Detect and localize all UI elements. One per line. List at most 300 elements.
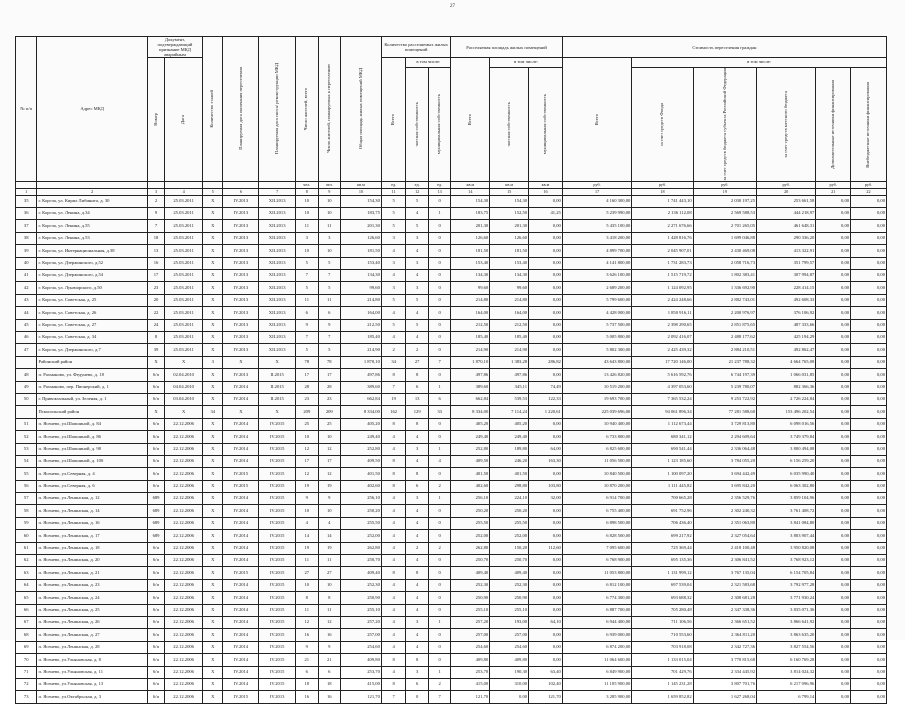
table-cell: 4 899 700,00: [562, 245, 632, 257]
table-cell: 25.03.2011: [165, 208, 203, 220]
table-cell: Х: [203, 666, 223, 678]
table-cell: 4: [296, 517, 318, 529]
table-cell: 0,00: [851, 294, 887, 306]
table-cell: 78: [296, 356, 318, 368]
table-cell: 3 814 024,32: [757, 666, 816, 678]
table-cell: IV.2014: [223, 517, 259, 529]
table-cell: IV.2014: [223, 579, 259, 591]
table-cell: 22.12.2006: [165, 604, 203, 616]
table-cell: 710 553,60: [632, 629, 693, 641]
table-cell: 0,00: [529, 431, 563, 443]
table-cell: 0,00: [851, 344, 887, 356]
table-cell: 5: [296, 282, 318, 294]
table-cell: Х: [203, 517, 223, 529]
unit-cell: кв.м: [490, 181, 529, 188]
table-cell: IV.2015: [259, 443, 296, 455]
table-row: [16, 245, 887, 257]
table-cell: 9 253 722,92: [693, 393, 756, 405]
table-cell: 0,00: [816, 282, 851, 294]
table-cell: 250,70: [490, 555, 529, 567]
table-cell: 27: [406, 356, 428, 368]
table-cell: 73: [16, 691, 37, 703]
address-cell: г. Корсча, ул. Интернациональная, д.38: [37, 245, 147, 257]
table-cell: 35: [16, 195, 37, 207]
table-cell: 4 428 000,00: [562, 307, 632, 319]
table-cell: IV.2014: [223, 505, 259, 517]
table-cell: 0,00: [816, 666, 851, 678]
table-cell: 1 131 999,12: [632, 567, 693, 579]
address-cell: п. Ясенево, ул.Ленинская, д. 17: [37, 530, 147, 542]
table-cell: 3: [406, 257, 428, 269]
table-cell: 0,00: [851, 654, 887, 666]
table-cell: 4: [381, 443, 406, 455]
table-cell: 189,80: [490, 443, 529, 455]
table-cell: Х: [203, 555, 223, 567]
table-cell: 19: [318, 480, 340, 492]
table-cell: 0,00: [529, 555, 563, 567]
table-cell: 154,30: [490, 195, 529, 207]
table-cell: 0,00: [816, 369, 851, 381]
table-cell: Х: [203, 208, 223, 220]
table-cell: 8: [381, 678, 406, 690]
address-cell: п. Рахманово, ул. Федунево, д. 18: [37, 369, 147, 381]
table-cell: IV.2014: [223, 455, 259, 467]
table-cell: 8: [318, 592, 340, 604]
table-cell: 8: [406, 418, 428, 430]
table-cell: 6 098 016,56: [757, 418, 816, 430]
table-cell: 2: [428, 542, 450, 554]
table-cell: 121,70: [451, 691, 490, 703]
table-cell: IV.2014: [223, 555, 259, 567]
table-cell: 0,00: [816, 418, 851, 430]
table-cell: 8: [381, 455, 406, 467]
table-cell: Х: [259, 356, 296, 368]
table-cell: 10 840 500,00: [562, 468, 632, 480]
table-cell: 697 539,04: [632, 579, 693, 591]
table-cell: 250,90: [341, 592, 382, 604]
table-cell: 9: [296, 641, 318, 653]
table-cell: 14: [296, 530, 318, 542]
column-index-cell: 18: [632, 188, 693, 195]
table-cell: Х: [165, 406, 203, 418]
table-cell: 0,00: [816, 455, 851, 467]
table-cell: 7: [428, 356, 450, 368]
table-cell: 6 156 259,20: [757, 455, 816, 467]
table-cell: 70: [16, 654, 37, 666]
table-cell: 402,60: [341, 480, 382, 492]
table-cell: Х: [203, 455, 223, 467]
table-cell: 3: [406, 666, 428, 678]
table-cell: 695 135,36: [632, 555, 693, 567]
table-cell: 6/п: [147, 567, 164, 579]
address-cell: п. Ясенево, ул.Ульяновская, д. 8: [37, 654, 147, 666]
table-cell: Х: [203, 257, 223, 269]
table-cell: 409,80: [341, 654, 382, 666]
table-cell: 22.12.2006: [165, 480, 203, 492]
table-cell: 53: [16, 443, 37, 455]
table-cell: 43 643 800,00: [562, 356, 632, 368]
table-cell: IV.2014: [223, 381, 259, 393]
address-cell: п. Ясенево, ул.Ленинская, д. 20: [37, 555, 147, 567]
header-residents: Число жителей, всего: [296, 37, 318, 182]
table-cell: 0,00: [816, 356, 851, 368]
table-cell: 6 217 096,96: [757, 678, 816, 690]
column-index-cell: 17: [562, 188, 632, 195]
table-cell: 257,20: [451, 616, 490, 628]
table-cell: 5 239 990,00: [562, 208, 632, 220]
table-cell: 0,00: [851, 369, 887, 381]
table-cell: IV.2015: [223, 691, 259, 703]
table-cell: 57: [16, 493, 37, 505]
table-cell: IV.2014: [223, 530, 259, 542]
table-cell: 64: [16, 579, 37, 591]
table-cell: 22.12.2006: [165, 443, 203, 455]
table-cell: IV.2013: [223, 332, 259, 344]
table-cell: 0,00: [529, 654, 563, 666]
table-cell: 0: [428, 270, 450, 282]
table-cell: 8 334,00: [341, 406, 382, 418]
table-cell: [16, 356, 37, 368]
table-cell: 4: [381, 629, 406, 641]
table-cell: 425 194,29: [757, 332, 816, 344]
table-cell: IV.2014: [223, 418, 259, 430]
table-cell: 6 744 197,39: [693, 369, 756, 381]
address-cell: п. Ясенево, ул.Шапшиной, д. 84: [37, 418, 147, 430]
table-cell: 3: [381, 232, 406, 244]
table-cell: Х: [147, 356, 164, 368]
table-cell: 6/п: [147, 691, 164, 703]
table-cell: 0,00: [816, 641, 851, 653]
table-cell: 25.03.2011: [165, 307, 203, 319]
table-cell: 0,00: [529, 641, 563, 653]
table-cell: 7: [318, 270, 340, 282]
table-cell: 212,50: [490, 319, 529, 331]
table-cell: 9: [318, 319, 340, 331]
table-cell: 497,86: [451, 369, 490, 381]
table-cell: 152,50: [490, 208, 529, 220]
table-cell: 13 426 820,00: [562, 369, 632, 381]
table-cell: 3 800 494,08: [757, 443, 816, 455]
table-cell: 27: [296, 567, 318, 579]
table-cell: 255,10: [451, 604, 490, 616]
table-cell: 121,70: [341, 691, 382, 703]
table-cell: 49: [16, 381, 37, 393]
table-cell: 22.12.2006: [165, 542, 203, 554]
table-cell: 5: [318, 344, 340, 356]
table-cell: 4: [381, 530, 406, 542]
page-number: 27: [450, 4, 455, 9]
table-cell: IV.2015: [259, 616, 296, 628]
table-cell: 3: [406, 443, 428, 455]
address-cell: Районский район: [37, 356, 147, 368]
table-cell: 5: [406, 195, 428, 207]
table-cell: 290 336,20: [757, 232, 816, 244]
table-cell: 12: [296, 616, 318, 628]
table-cell: 18: [318, 678, 340, 690]
table-cell: XII.2013: [259, 307, 296, 319]
table-cell: 1: [428, 381, 450, 393]
table-cell: 250,70: [341, 555, 382, 567]
table-cell: 3 729 813,80: [693, 418, 756, 430]
table-cell: 126,60: [490, 232, 529, 244]
unit-cell: руб.: [693, 181, 756, 188]
table-cell: Х: [203, 678, 223, 690]
table-cell: 10 519 200,00: [562, 381, 632, 393]
unit-cell: [223, 181, 259, 188]
table-cell: 3 694 442,49: [693, 468, 756, 480]
table-cell: 33: [428, 406, 450, 418]
table-cell: 0,00: [851, 468, 887, 480]
table-cell: 22: [147, 307, 164, 319]
table-cell: 492 608,33: [757, 294, 816, 306]
table-cell: 0,00: [851, 195, 887, 207]
table-cell: 2: [406, 542, 428, 554]
table-cell: 2 336 064,48: [693, 443, 756, 455]
table-cell: 3 803 907,44: [757, 530, 816, 542]
table-cell: 103,80: [529, 480, 563, 492]
column-index-cell: 16: [529, 188, 563, 195]
table-cell: 0,00: [816, 319, 851, 331]
table-row: [16, 455, 887, 467]
table-cell: 21: [318, 654, 340, 666]
table-cell: 0,00: [851, 418, 887, 430]
table-cell: 12: [318, 443, 340, 455]
table-cell: 0,00: [816, 270, 851, 282]
table-cell: 10: [318, 208, 340, 220]
table-cell: 0,00: [851, 517, 887, 529]
table-cell: 4: [381, 579, 406, 591]
table-cell: Х: [203, 616, 223, 628]
header-floors: Количество этажей: [203, 37, 223, 182]
table-cell: 0,00: [851, 319, 887, 331]
table-cell: 0: [428, 579, 450, 591]
table-cell: 0,00: [851, 393, 887, 405]
header-doc-number: Номер: [147, 58, 164, 182]
table-cell: IV.2014: [223, 604, 259, 616]
table-cell: 44: [16, 307, 37, 319]
table-cell: 0,00: [851, 604, 887, 616]
table-cell: 700 665,28: [632, 493, 693, 505]
table-cell: 214,90: [490, 344, 529, 356]
table-cell: 6/п: [147, 443, 164, 455]
table-cell: 6 849 900,00: [562, 666, 632, 678]
table-cell: 18: [147, 232, 164, 244]
table-header: [16, 37, 887, 196]
table-cell: 2 418 100,48: [693, 542, 756, 554]
table-cell: IV.2015: [259, 678, 296, 690]
table-cell: 22.12.2006: [165, 505, 203, 517]
table-cell: 38: [16, 232, 37, 244]
column-index-cell: 13: [428, 188, 450, 195]
table-cell: 492 862,47: [757, 344, 816, 356]
table-cell: 25.03.2011: [165, 220, 203, 232]
table-cell: 0,00: [851, 455, 887, 467]
table-cell: 6/п: [147, 431, 164, 443]
table-cell: 539,53: [490, 393, 529, 405]
table-cell: 214,80: [490, 294, 529, 306]
table-cell: 3 950 820,08: [757, 542, 816, 554]
table-cell: 2 271 676,66: [632, 220, 693, 232]
table-cell: 8: [406, 567, 428, 579]
table-cell: 4: [406, 245, 428, 257]
table-cell: 3: [381, 257, 406, 269]
unit-cell: ед.: [381, 181, 406, 188]
table-row: [16, 381, 887, 393]
table-cell: 193,00: [490, 616, 529, 628]
table-cell: 17: [318, 455, 340, 467]
table-cell: 224,10: [490, 493, 529, 505]
table-row: [16, 418, 887, 430]
table-cell: 0,00: [851, 691, 887, 703]
table-cell: 351 799,57: [757, 257, 816, 269]
table-cell: 11: [318, 220, 340, 232]
column-index-cell: 10: [341, 188, 382, 195]
address-cell: п. Ясенево, ул.Ленинская, д. 12: [37, 493, 147, 505]
table-cell: 0: [428, 195, 450, 207]
table-cell: 4: [406, 517, 428, 529]
table-row: [16, 294, 887, 306]
table-cell: 3 749 379,84: [757, 431, 816, 443]
table-cell: 405,20: [490, 418, 529, 430]
table-cell: 2 306 841,52: [693, 555, 756, 567]
table-cell: 3 866 641,92: [757, 616, 816, 628]
table-cell: 711 106,56: [632, 616, 693, 628]
table-cell: 1: [428, 208, 450, 220]
table-cell: 252,00: [451, 530, 490, 542]
table-cell: 0,00: [851, 579, 887, 591]
table-cell: 22.12.2006: [165, 530, 203, 542]
table-row: [16, 517, 887, 529]
address-cell: п. Ясенево, ул.Шапшиной, д. 100: [37, 455, 147, 467]
table-cell: 3 695 842,20: [693, 480, 756, 492]
header-rooms-including: в том числе:: [406, 58, 451, 68]
table-cell: 7: [147, 220, 164, 232]
table-cell: 25.03.2011: [165, 270, 203, 282]
table-cell: 12: [296, 443, 318, 455]
table-cell: 4: [406, 641, 428, 653]
address-cell: п. Ясенево, ул.Ленинская, д. 23: [37, 579, 147, 591]
table-cell: 3: [203, 356, 223, 368]
table-cell: 10 940 400,00: [562, 418, 632, 430]
table-cell: 4: [381, 542, 406, 554]
address-cell: г. Корсча, ул. Луначарского, д.50: [37, 282, 147, 294]
table-cell: 0: [428, 517, 450, 529]
unit-cell: руб.: [816, 181, 851, 188]
table-cell: 6: [318, 666, 340, 678]
table-cell: 4: [381, 641, 406, 653]
table-cell: 0,00: [851, 208, 887, 220]
table-cell: 12: [296, 468, 318, 480]
table-cell: 5 239 780,07: [693, 381, 756, 393]
table-cell: 6 154 705,84: [757, 567, 816, 579]
header-planned-settlement-end: Планируемая дата окончания переселения: [223, 37, 259, 182]
table-cell: XII.2013: [259, 344, 296, 356]
table-cell: 402,60: [451, 480, 490, 492]
table-cell: 6 799,14: [757, 691, 816, 703]
table-cell: 10: [318, 195, 340, 207]
unit-cell: [16, 181, 37, 188]
table-cell: 62: [16, 555, 37, 567]
table-cell: 0: [428, 257, 450, 269]
table-cell: 705 280,48: [632, 604, 693, 616]
table-cell: 6/п: [147, 678, 164, 690]
table-cell: 3 767 135,04: [693, 567, 756, 579]
table-cell: 1 428 816,76: [632, 232, 693, 244]
table-cell: 3 863 635,20: [757, 629, 816, 641]
table-cell: 2 726 224,84: [757, 393, 816, 405]
table-cell: 5: [381, 294, 406, 306]
table-cell: 1 659 852,82: [632, 691, 693, 703]
table-cell: 19 693 700,00: [562, 393, 632, 405]
table-cell: 6/п: [147, 666, 164, 678]
table-cell: 0,00: [816, 592, 851, 604]
table-cell: 4: [381, 493, 406, 505]
table-cell: 121,70: [529, 691, 563, 703]
table-cell: 2 321 583,68: [693, 579, 756, 591]
table-cell: IV.2015: [259, 493, 296, 505]
table-cell: XII.2013: [259, 232, 296, 244]
table-cell: 99,60: [451, 282, 490, 294]
table-cell: 6 825 600,00: [562, 443, 632, 455]
table-cell: Х: [203, 480, 223, 492]
table-cell: IV.2013: [223, 257, 259, 269]
table-cell: XII.2013: [259, 220, 296, 232]
table-cell: 1: [428, 666, 450, 678]
table-cell: 3 784 055,20: [693, 455, 756, 467]
table-row: [16, 257, 887, 269]
table-row: [16, 604, 887, 616]
table-cell: 0,00: [529, 418, 563, 430]
column-index-cell: 21: [816, 188, 851, 195]
unit-cell: кв.м: [451, 181, 490, 188]
subtotal-row: [16, 406, 887, 418]
table-cell: 22.12.2006: [165, 431, 203, 443]
table-cell: 0,00: [851, 480, 887, 492]
table-cell: 7: [318, 332, 340, 344]
table-cell: 03.04.2010: [165, 393, 203, 405]
column-index-cell: 15: [490, 188, 529, 195]
table-cell: 6/п: [147, 542, 164, 554]
table-cell: 11: [318, 555, 340, 567]
table-row: [16, 505, 887, 517]
table-cell: 17: [147, 270, 164, 282]
table-cell: 6/п: [147, 555, 164, 567]
table-cell: 255,50: [490, 517, 529, 529]
table-cell: 56: [16, 480, 37, 492]
table-cell: 2: [406, 344, 428, 356]
table-cell: 0,00: [816, 654, 851, 666]
table-cell: 0,00: [851, 220, 887, 232]
table-cell: 3 285 900,00: [562, 691, 632, 703]
table-cell: 5: [318, 257, 340, 269]
table-cell: IV.2015: [259, 654, 296, 666]
table-cell: 2: [147, 195, 164, 207]
table-row: [16, 555, 887, 567]
table-cell: Х: [203, 282, 223, 294]
table-cell: 2: [381, 344, 406, 356]
table-cell: XII.2013: [259, 270, 296, 282]
table-row: [16, 691, 887, 703]
table-cell: 6 898 500,00: [562, 517, 632, 529]
table-cell: II.2015: [259, 369, 296, 381]
table-cell: 4: [381, 666, 406, 678]
table-cell: IV.2015: [259, 431, 296, 443]
column-index-cell: 20: [757, 188, 816, 195]
table-cell: 4: [381, 270, 406, 282]
table-cell: 9: [296, 493, 318, 505]
unit-cell: кв.м: [529, 181, 563, 188]
table-cell: 0,00: [529, 294, 563, 306]
